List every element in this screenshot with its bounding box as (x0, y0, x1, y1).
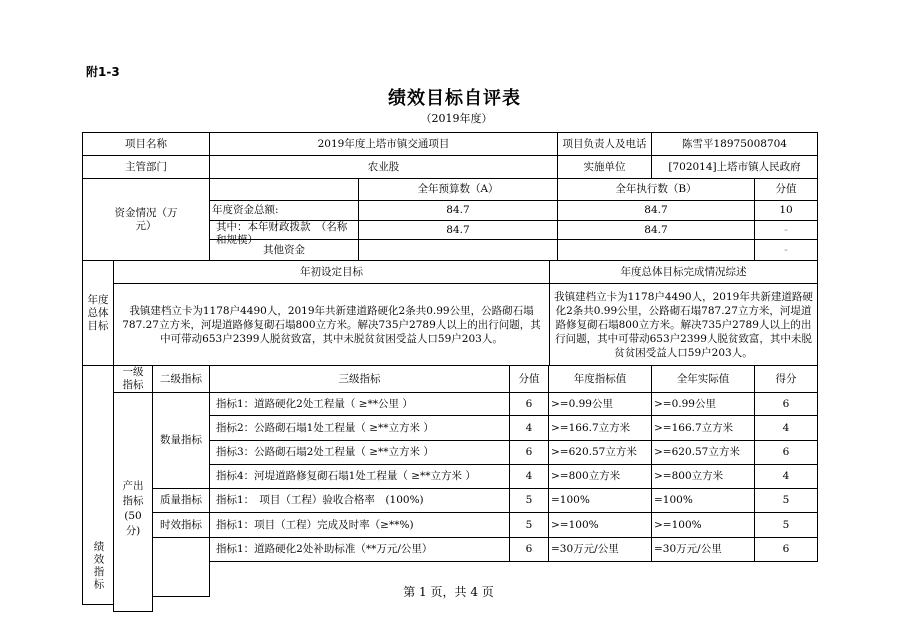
indicator-actual: =100% (651, 488, 755, 513)
indicator-name: 指标3：公路砌石塌2处工程量（ ≥**立方米 ） (209, 440, 510, 465)
header-got: 得分 (754, 365, 818, 393)
indicator-score: 6 (509, 537, 549, 562)
indicator-got: 6 (754, 392, 818, 416)
goals-right-text: 我镇建档立卡为1178户4490人，2019年共新建道路硬化2条共0.99公里，公路砌石塌787.27立方米，河堤道路修复砌石塌800立方米。解决735户2789人以上的出行问题，其中可带动653户2399人脱贫致富，其中未脱贫贫困受益人口59户203人。 (549, 283, 818, 366)
doc-label: 附1-3 (86, 65, 120, 79)
indicator-score: 5 (509, 512, 549, 538)
indicator-target: =100% (548, 488, 652, 513)
l2-quantity: 数量指标 (152, 392, 210, 489)
indicator-got: 5 (754, 488, 818, 513)
indicator-score: 4 (509, 415, 549, 441)
indicator-target: =30万元/公里 (548, 537, 652, 562)
funds-score-header: 分值 (754, 178, 818, 201)
impl-label: 实施单位 (557, 155, 652, 179)
indicator-got: 4 (754, 464, 818, 489)
indicator-actual: >=620.57立方米 (651, 440, 755, 465)
funds-row-budget: 84.7 (358, 200, 558, 221)
indicator-target: >=0.99公里 (548, 392, 652, 416)
project-owner: 陈雪平18975008704 (651, 132, 818, 156)
funds-row-score: - (754, 239, 818, 261)
indicator-actual: >=0.99公里 (651, 392, 755, 416)
goals-right-header: 年度总体目标完成情况综述 (549, 260, 818, 284)
indicator-got: 6 (754, 440, 818, 465)
funds-row-exec: 84.7 (557, 220, 755, 240)
indicator-score: 5 (509, 488, 549, 513)
project-name-label: 项目名称 (82, 132, 210, 156)
indicator-actual: >=800立方米 (651, 464, 755, 489)
indicator-score: 6 (509, 440, 549, 465)
indicator-got: 6 (754, 537, 818, 562)
funds-row-label: 其他资金 (209, 239, 359, 261)
year-subtitle: （2019年度） (420, 112, 493, 125)
funds-row-budget: 84.7 (358, 220, 558, 240)
indicator-target: >=620.57立方米 (548, 440, 652, 465)
indicator-target: >=100% (548, 512, 652, 538)
l2-quality: 质量指标 (152, 488, 210, 513)
indicator-name: 指标4：河堤道路修复砌石塌1处工程量（ ≥**立方米 ） (209, 464, 510, 489)
funds-row-exec: 84.7 (557, 200, 755, 221)
dept-label: 主管部门 (82, 155, 210, 179)
header-l2: 二级指标 (152, 365, 210, 393)
goals-label: 年度总体目标 (82, 260, 114, 366)
funds-row-score: - (754, 220, 818, 240)
indicator-name: 指标1：道路硬化2处补助标准（**万元/公里） (209, 537, 510, 562)
indicator-actual: >=100% (651, 512, 755, 538)
header-score: 分值 (509, 365, 549, 393)
page-footer: 第 1 页，共 4 页 (403, 585, 494, 599)
impl: [702014]上塔市镇人民政府 (651, 155, 818, 179)
indicator-target: >=800立方米 (548, 464, 652, 489)
goals-left-header: 年初设定目标 (113, 260, 550, 284)
indicator-name: 指标1： 项目（工程）验收合格率 (100%) (209, 488, 510, 513)
l2-time: 时效指标 (152, 512, 210, 538)
indicator-name: 指标2：公路砌石塌1处工程量（ ≥**立方米 ） (209, 415, 510, 441)
funds-budget-header: 全年预算数（A） (358, 178, 558, 201)
funds-row-label: 年度资金总额: (209, 200, 359, 221)
page-title: 绩效目标自评表 (388, 88, 521, 109)
header-actual: 全年实际值 (651, 365, 755, 393)
funds-row-label: 其中：本年财政拨款 （名称和规模） (209, 220, 359, 240)
funds-exec-header: 全年执行数（B） (557, 178, 755, 201)
header-l3: 三级指标 (209, 365, 510, 393)
project-owner-label: 项目负责人及电话 (557, 132, 652, 156)
indicator-name: 指标1：项目（工程）完成及时率（≥**%) (209, 512, 510, 538)
indicators-section-label (82, 365, 114, 605)
funds-row-exec (557, 239, 755, 261)
l1-output: 产出指标(50分) (113, 392, 153, 612)
indicator-got: 4 (754, 415, 818, 441)
indicator-score: 4 (509, 464, 549, 489)
indicator-name: 指标1：道路硬化2处工程量（ ≥**公里 ） (209, 392, 510, 416)
project-name: 2019年度上塔市镇交通项目 (209, 132, 558, 156)
funds-header-blank (209, 178, 359, 201)
indicator-actual: =30万元/公里 (651, 537, 755, 562)
funds-row-budget (358, 239, 558, 261)
indicator-score: 6 (509, 392, 549, 416)
goals-left-text: 我镇建档立卡为1178户4490人，2019年共新建道路硬化2条共0.99公里，公路砌石塌787.27立方米，河堤道路修复砌石塌800立方米。解决735户2789人以上的出行问题，其中可带动653户2399人脱贫致富，其中未脱贫贫困受益人口59户203人。 (113, 283, 550, 366)
funds-row-score: 10 (754, 200, 818, 221)
indicators-section-text: 绩效指标 (92, 541, 105, 591)
funds-label: 资金情况（万元） (82, 178, 210, 261)
indicator-got: 5 (754, 512, 818, 538)
header-l1: 一级指标 (113, 365, 153, 393)
indicator-target: >=166.7立方米 (548, 415, 652, 441)
header-target: 年度指标值 (548, 365, 652, 393)
indicator-actual: >=166.7立方米 (651, 415, 755, 441)
dept: 农业股 (209, 155, 558, 179)
